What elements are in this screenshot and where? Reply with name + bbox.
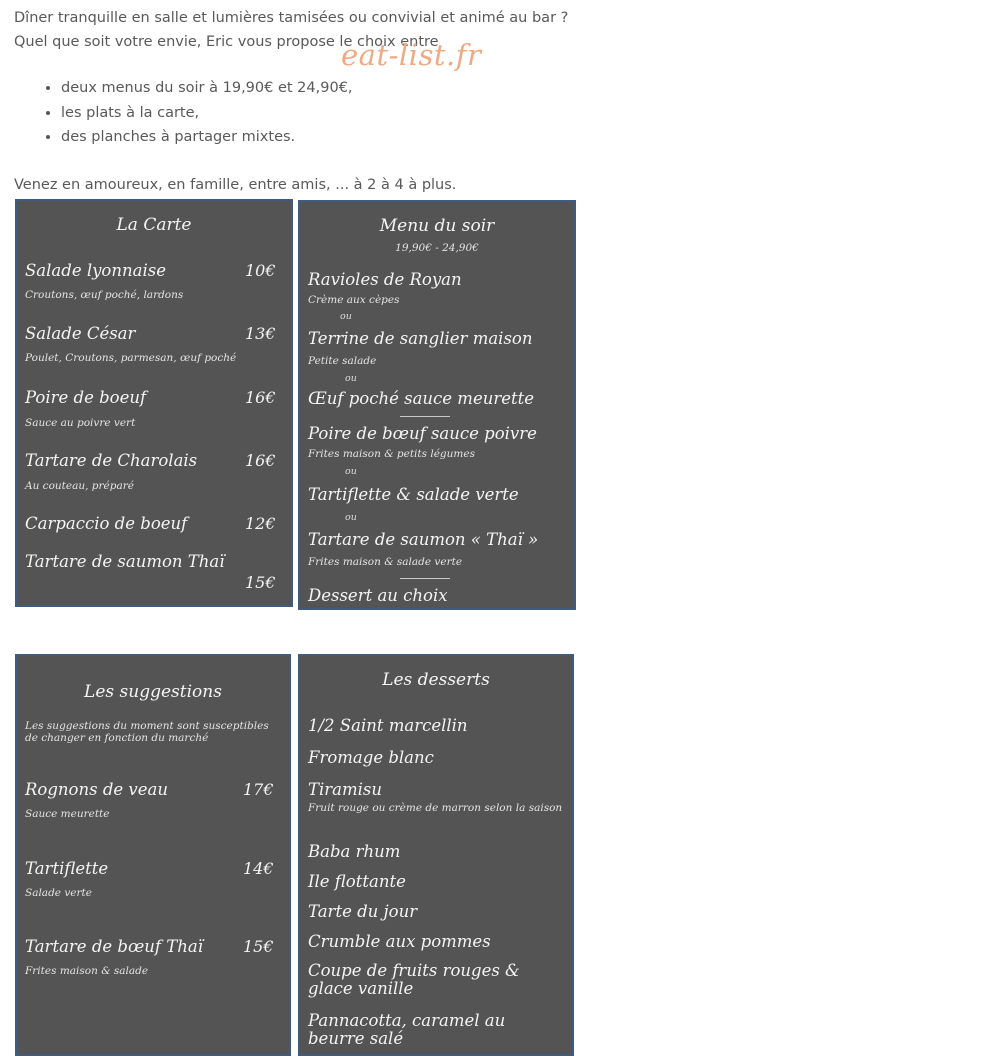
menu-title: Menu du soir [379,216,495,236]
suggestion-desc: Sauce meurette [25,808,110,820]
carte-item-name: Salade lyonnaise [25,261,166,280]
list-item: • deux menus du soir à 19,90€ et 24,90€, [61,76,353,101]
carte-title: La Carte [116,215,192,235]
menu-starter: Ravioles de Royan [308,270,462,289]
carte-item-name: Tartare de Charolais [25,451,198,470]
menu-main-desc: Frites maison & salade verte [308,556,463,568]
dessert-item: Tarte du jour [308,902,418,921]
dessert-item: Ile flottante [308,872,406,891]
carte-item-price: 12€ [245,514,276,533]
menu-main: Tartiflette & salade verte [308,485,519,504]
list-item: • les plats à la carte, [61,101,353,126]
suggestion-name: Tartiflette [25,859,109,878]
carte-board [15,199,293,607]
suggestions-note: Les suggestions du moment sont susceptibles de changer en fonction du marché [25,720,269,744]
suggestion-desc: Frites maison & salade [25,965,149,977]
carte-item-desc: Au couteau, préparé [25,480,134,492]
menu-main-desc: Frites maison & petits légumes [308,448,475,460]
dessert-item: Pannacotta, caramel au beurre salé [308,1011,506,1048]
carte-item-price: 16€ [245,388,276,407]
dessert-item-desc: Fruit rouge ou crème de marron selon la saison [308,802,563,814]
carte-item-price: 15€ [245,573,276,592]
menu-or: ou [345,373,357,384]
suggestion-price: 14€ [243,859,274,878]
intro-text [14,6,568,54]
carte-item-name: Carpaccio de boeuf [25,514,188,533]
menu-or: ou [345,512,357,523]
menu-divider [400,578,450,579]
suggestion-name: Tartare de bœuf Thaï [25,937,203,956]
intro-line-1: Dîner tranquille en salle et lumières tamisées ou convivial et animé au bar ? [14,10,569,26]
menu-starter: Œuf poché sauce meurette [308,389,535,408]
dessert-item: Tiramisu [308,780,383,799]
suggestion-price: 15€ [243,937,274,956]
menu-starter: Terrine de sanglier maison [308,329,533,348]
dessert-item: Baba rhum [308,842,401,861]
dessert-item: Fromage blanc [308,748,434,767]
menu-or: ou [345,466,357,477]
tagline: Venez en amoureux, en famille, entre amis, ... à 2 à 4 à plus. [14,177,457,193]
menu-divider [400,416,450,417]
carte-item-desc: Croutons, œuf poché, lardons [25,289,184,301]
desserts-board [298,654,574,1056]
suggestions-title: Les suggestions [84,682,222,702]
suggestions-board [15,654,291,1056]
list-item: • des planches à partager mixtes. [61,125,353,150]
dessert-item: 1/2 Saint marcellin [308,716,468,735]
suggestion-name: Rognons de veau [25,780,168,799]
carte-item-name: Poire de boeuf [25,388,147,407]
offer-list [44,76,353,150]
carte-item-name: Salade César [25,324,136,343]
suggestion-desc: Salade verte [25,887,92,899]
menu-main: Tartare de saumon « Thaï » [308,530,539,549]
carte-item-name: Tartare de saumon Thaï [25,552,225,571]
menu-starter-desc: Petite salade [308,355,377,367]
watermark-logo: eat-list.fr [341,38,482,72]
menu-dessert: Dessert au choix [308,586,448,605]
menu-main: Poire de bœuf sauce poivre [308,424,537,443]
menu-starter-desc: Crème aux cèpes [308,294,400,306]
menu-prices: 19,90€ - 24,90€ [395,242,479,254]
intro-line-2: Quel que soit votre envie, Eric vous propose le choix entre [14,34,439,50]
carte-item-desc: Poulet, Croutons, parmesan, œuf poché [25,352,237,364]
carte-item-price: 10€ [245,261,276,280]
dessert-item: Crumble aux pommes [308,932,491,951]
carte-item-price: 13€ [245,324,276,343]
dessert-item: Coupe de fruits rouges & glace vanille [308,961,520,998]
menu-board [298,200,576,610]
suggestion-price: 17€ [243,780,274,799]
desserts-title: Les desserts [382,670,490,690]
carte-item-desc: Sauce au poivre vert [25,417,136,429]
menu-or: ou [340,311,352,322]
carte-item-price: 16€ [245,451,276,470]
